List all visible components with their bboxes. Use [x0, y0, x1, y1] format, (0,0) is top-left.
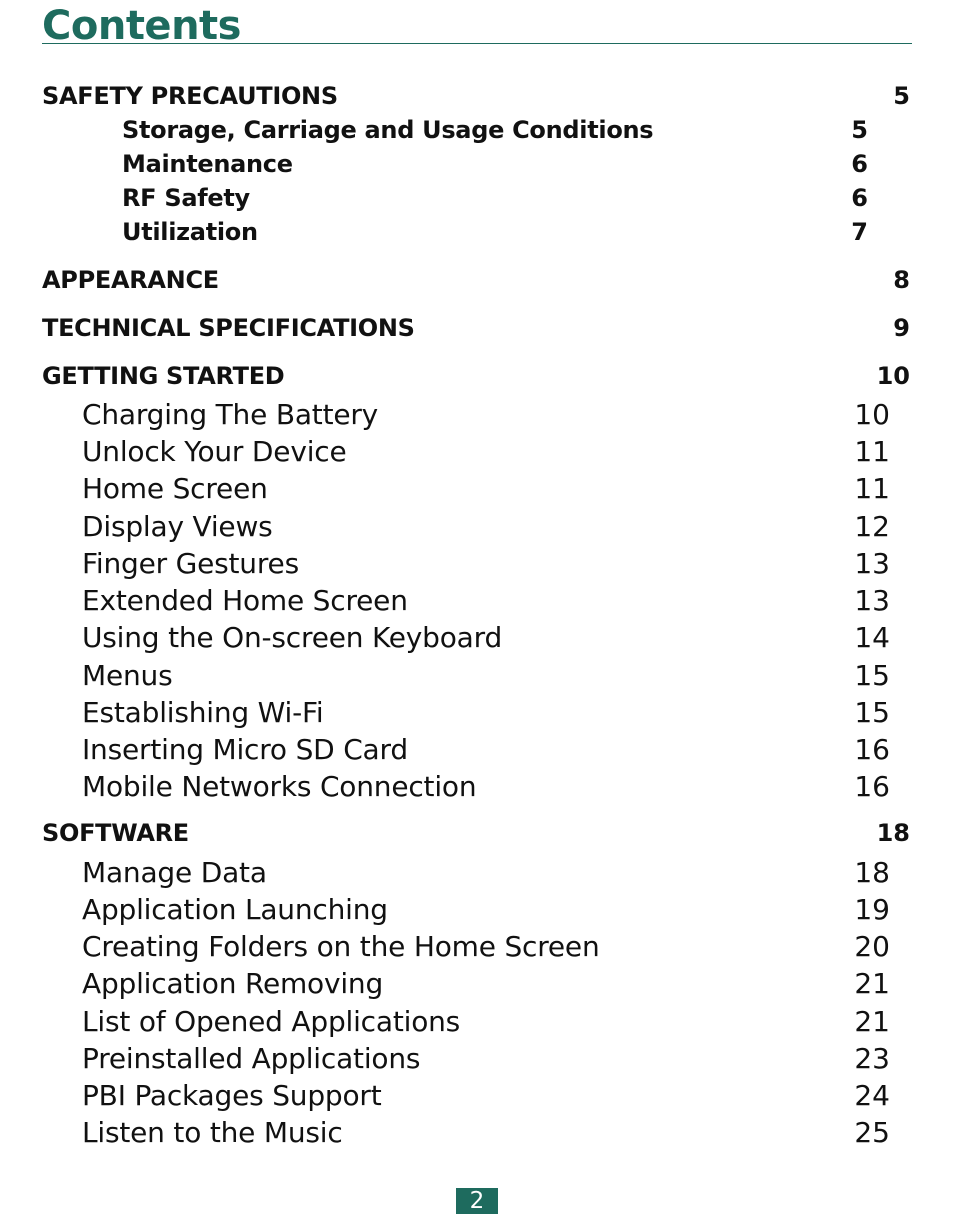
toc-entry-page: 18	[854, 856, 890, 889]
toc-entry-page: 10	[854, 398, 890, 431]
toc-entry[interactable]	[0, 184, 954, 220]
toc-entry-title: Finger Gestures	[82, 547, 299, 580]
toc-entry[interactable]	[0, 547, 954, 583]
toc-entry[interactable]	[0, 362, 954, 398]
toc-entry[interactable]	[0, 967, 954, 1003]
toc-entry-page: 24	[854, 1079, 890, 1112]
toc-entry[interactable]	[0, 621, 954, 657]
toc-entry-page: 12	[854, 510, 890, 543]
toc-entry[interactable]	[0, 659, 954, 695]
toc-entry-title: Home Screen	[82, 472, 268, 505]
toc-entry-page: 5	[893, 82, 910, 110]
toc-entry-title: Utilization	[122, 218, 258, 246]
toc-entry[interactable]	[0, 770, 954, 806]
toc-entry-page: 9	[893, 314, 910, 342]
toc-entry[interactable]	[0, 510, 954, 546]
toc-entry[interactable]	[0, 1079, 954, 1115]
toc-entry[interactable]	[0, 930, 954, 966]
toc-entry[interactable]	[0, 1005, 954, 1041]
toc-entry-title: Unlock Your Device	[82, 435, 347, 468]
toc-entry-page: 25	[854, 1116, 890, 1149]
toc-entry-title: SAFETY PRECAUTIONS	[42, 82, 338, 110]
toc-entry[interactable]	[0, 472, 954, 508]
toc-entry-page: 7	[851, 218, 868, 246]
page-number-badge: 2	[456, 1188, 498, 1214]
toc-entry[interactable]	[0, 1116, 954, 1152]
toc-entry-page: 5	[851, 116, 868, 144]
toc-entry-page: 16	[854, 770, 890, 803]
toc-entry-title: Preinstalled Applications	[82, 1042, 421, 1075]
toc-entry[interactable]	[0, 82, 954, 118]
toc-entry-title: Charging The Battery	[82, 398, 379, 431]
toc-entry-title: APPEARANCE	[42, 266, 219, 294]
toc-entry-page: 10	[876, 362, 910, 390]
toc-entry-title: Display Views	[82, 510, 273, 543]
toc-entry-page: 16	[854, 733, 890, 766]
toc-entry[interactable]	[0, 819, 954, 855]
toc-entry-title: Mobile Networks Connection	[82, 770, 477, 803]
toc-entry-title: Storage, Carriage and Usage Conditions	[122, 116, 654, 144]
toc-entry-page: 13	[854, 584, 890, 617]
toc-entry-page: 11	[854, 435, 890, 468]
toc-entry-title: Extended Home Screen	[82, 584, 408, 617]
toc-entry-title: PBI Packages Support	[82, 1079, 382, 1112]
toc-entry-page: 20	[854, 930, 890, 963]
toc-entry-title: Using the On-screen Keyboard	[82, 621, 503, 654]
toc-entry-title: TECHNICAL SPECIFICATIONS	[42, 314, 415, 342]
toc-entry-title: Menus	[82, 659, 173, 692]
toc-entry-page: 21	[854, 967, 890, 1000]
toc-entry-page: 6	[851, 184, 868, 212]
toc-entry-page: 15	[854, 696, 890, 729]
page-title: Contents	[42, 3, 241, 49]
toc-entry-title: Manage Data	[82, 856, 267, 889]
toc-entry[interactable]	[0, 266, 954, 302]
title-underline	[42, 43, 912, 44]
toc-entry-title: Maintenance	[122, 150, 293, 178]
toc-entry-title: Inserting Micro SD Card	[82, 733, 408, 766]
toc-entry-title: GETTING STARTED	[42, 362, 285, 390]
toc-entry-title: RF Safety	[122, 184, 250, 212]
toc-entry[interactable]	[0, 696, 954, 732]
toc-entry[interactable]	[0, 733, 954, 769]
toc-entry[interactable]	[0, 856, 954, 892]
toc-entry-page: 6	[851, 150, 868, 178]
toc-entry[interactable]	[0, 398, 954, 434]
toc-entry-title: Listen to the Music	[82, 1116, 343, 1149]
toc-entry-title: Application Removing	[82, 967, 384, 1000]
toc-entry[interactable]	[0, 435, 954, 471]
toc-entry-page: 19	[854, 893, 890, 926]
toc-entry-page: 13	[854, 547, 890, 580]
toc-entry[interactable]	[0, 893, 954, 929]
toc-entry-page: 8	[893, 266, 910, 294]
toc-entry[interactable]	[0, 584, 954, 620]
toc-entry[interactable]	[0, 218, 954, 254]
toc-entry-title: SOFTWARE	[42, 819, 189, 847]
toc-entry[interactable]	[0, 116, 954, 152]
toc-entry-page: 14	[854, 621, 890, 654]
toc-entry-page: 18	[876, 819, 910, 847]
toc-entry-page: 11	[854, 472, 890, 505]
toc-entry-page: 21	[854, 1005, 890, 1038]
toc-entry-page: 15	[854, 659, 890, 692]
toc-entry[interactable]	[0, 1042, 954, 1078]
toc-entry-title: List of Opened Applications	[82, 1005, 461, 1038]
toc-entry[interactable]	[0, 314, 954, 350]
toc-entry-title: Application Launching	[82, 893, 388, 926]
toc-entry[interactable]	[0, 150, 954, 186]
toc-entry-title: Creating Folders on the Home Screen	[82, 930, 600, 963]
toc-entry-page: 23	[854, 1042, 890, 1075]
toc-entry-title: Establishing Wi-Fi	[82, 696, 324, 729]
